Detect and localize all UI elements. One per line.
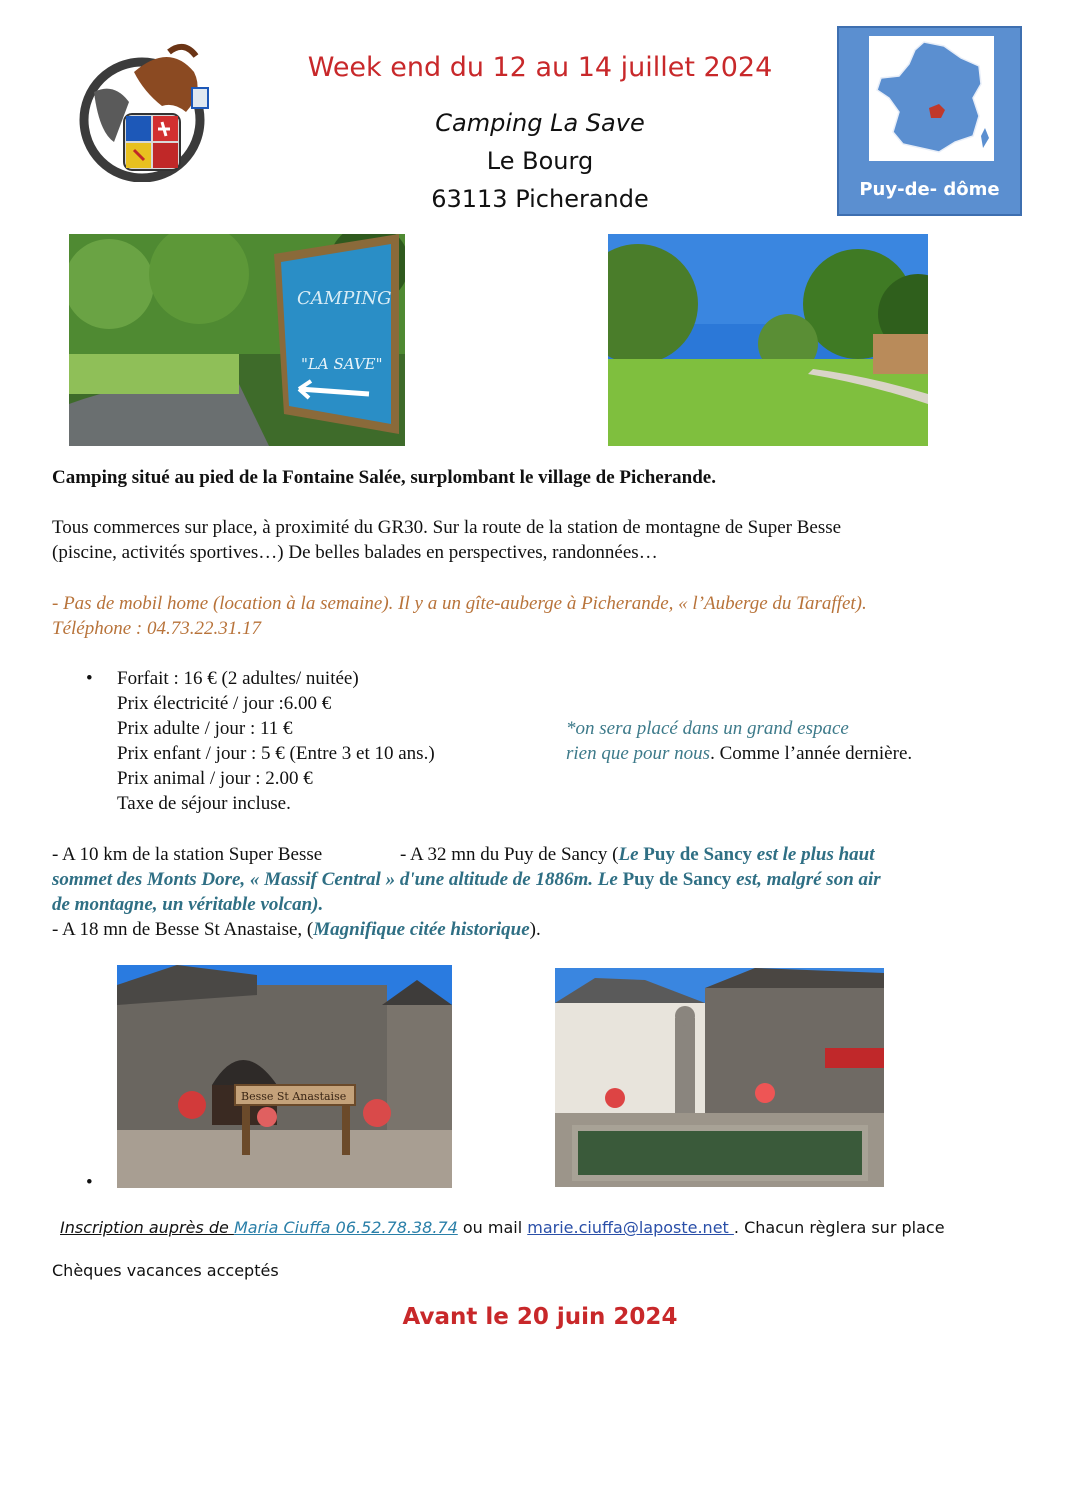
sancy-bold-a: Puy de Sancy: [643, 844, 753, 865]
svg-text:Besse St Anastaise: Besse St Anastaise: [241, 1090, 347, 1103]
bullet-dot: •: [86, 668, 93, 689]
side-note-italic: rien que pour nous: [566, 743, 711, 764]
side-note-line2: [566, 741, 912, 766]
inscription-line: [60, 1217, 945, 1239]
sancy-italic-b: est le plus haut: [752, 844, 875, 865]
price-adult: Prix adulte / jour : 11 €: [117, 718, 293, 739]
side-note-line1: *on sera placé dans un grand espace: [566, 718, 849, 739]
club-logo: [74, 32, 214, 182]
distance-besse-end: ).: [529, 919, 541, 940]
cheques-note: Chèques vacances acceptés: [52, 1261, 279, 1280]
fountain-square-photo: [555, 968, 884, 1187]
inscription-prefix: Inscription auprès de: [60, 1218, 234, 1237]
svg-text:"LA SAVE": "LA SAVE": [301, 355, 383, 373]
intro-heading: Camping situé au pied de la Fontaine Salée, surplombant le village de Picherande.: [52, 467, 716, 488]
contact-name-phone-link[interactable]: Maria Ciuffa 06.52.78.38.74: [233, 1218, 458, 1237]
price-child: Prix enfant / jour : 5 € (Entre 3 et 10 ans.): [117, 743, 435, 764]
side-note-rest: . Comme l’année dernière.: [710, 743, 913, 764]
deadline: Avant le 20 juin 2024: [402, 1304, 678, 1330]
club-logo-icon: [74, 32, 214, 182]
sancy-italic-a: Le: [618, 844, 644, 865]
address-line2: 63113 Picherande: [431, 185, 649, 213]
note-line2: Téléphone : 04.73.22.31.17: [52, 618, 261, 639]
sancy-description-line3: de montagne, un véritable volcan).: [52, 894, 324, 915]
distance-sancy: [400, 842, 875, 867]
price-electricity: Prix électricité / jour :6.00 €: [117, 693, 332, 714]
note-line1: - Pas de mobil home (location à la semaine). Il y a un gîte-auberge à Picherande, « l’Auberge du Taraffet).: [52, 593, 867, 614]
distance-sancy-text: - A 32 mn du Puy de Sancy (: [400, 844, 619, 865]
france-map: [869, 36, 994, 161]
sancy-desc-bold: Puy de Sancy: [622, 869, 732, 890]
date-title: Week end du 12 au 14 juillet 2024: [307, 52, 773, 83]
region-map-card: [837, 26, 1022, 216]
inscription-suffix: . Chacun règlera sur place: [733, 1218, 945, 1237]
price-list: [117, 666, 435, 816]
tax-note: Taxe de séjour incluse.: [117, 793, 291, 814]
venue-name: Camping La Save: [435, 109, 645, 137]
besse-village-photo: [117, 965, 452, 1188]
address-line1: Le Bourg: [486, 147, 594, 175]
distance-super-besse: - A 10 km de la station Super Besse: [52, 844, 323, 865]
distance-besse-text: - A 18 mn de Besse St Anastaise, (: [52, 919, 314, 940]
price-forfait: Forfait : 16 € (2 adultes/ nuitée): [117, 668, 359, 689]
bullet-dot-2: •: [86, 1172, 93, 1193]
para1-line2: (piscine, activités sportives…) De belles balades en perspectives, randonnées…: [52, 542, 658, 563]
price-animal: Prix animal / jour : 2.00 €: [117, 768, 313, 789]
svg-text:CAMPING: CAMPING: [297, 288, 392, 309]
france-map-icon: [869, 36, 994, 161]
campground-photo: [608, 234, 928, 446]
inscription-mid: ou mail: [457, 1218, 528, 1237]
camping-sign-photo: [69, 234, 405, 446]
distance-besse: [52, 917, 541, 942]
sancy-desc-a: sommet des Monts Dore, « Massif Central » d'une altitude de 1886m. Le: [52, 869, 623, 890]
para1-line1: Tous commerces sur place, à proximité du GR30. Sur la route de la station de montagne de Super Besse: [52, 517, 842, 538]
sancy-desc-b: est, malgré son air: [731, 869, 881, 890]
contact-email-link[interactable]: marie.ciuffa@laposte.net: [527, 1218, 734, 1237]
region-label: Puy-de- dôme: [859, 179, 1000, 200]
besse-italic: Magnifique citée historique: [313, 919, 530, 940]
sancy-description-line2: [52, 867, 881, 892]
